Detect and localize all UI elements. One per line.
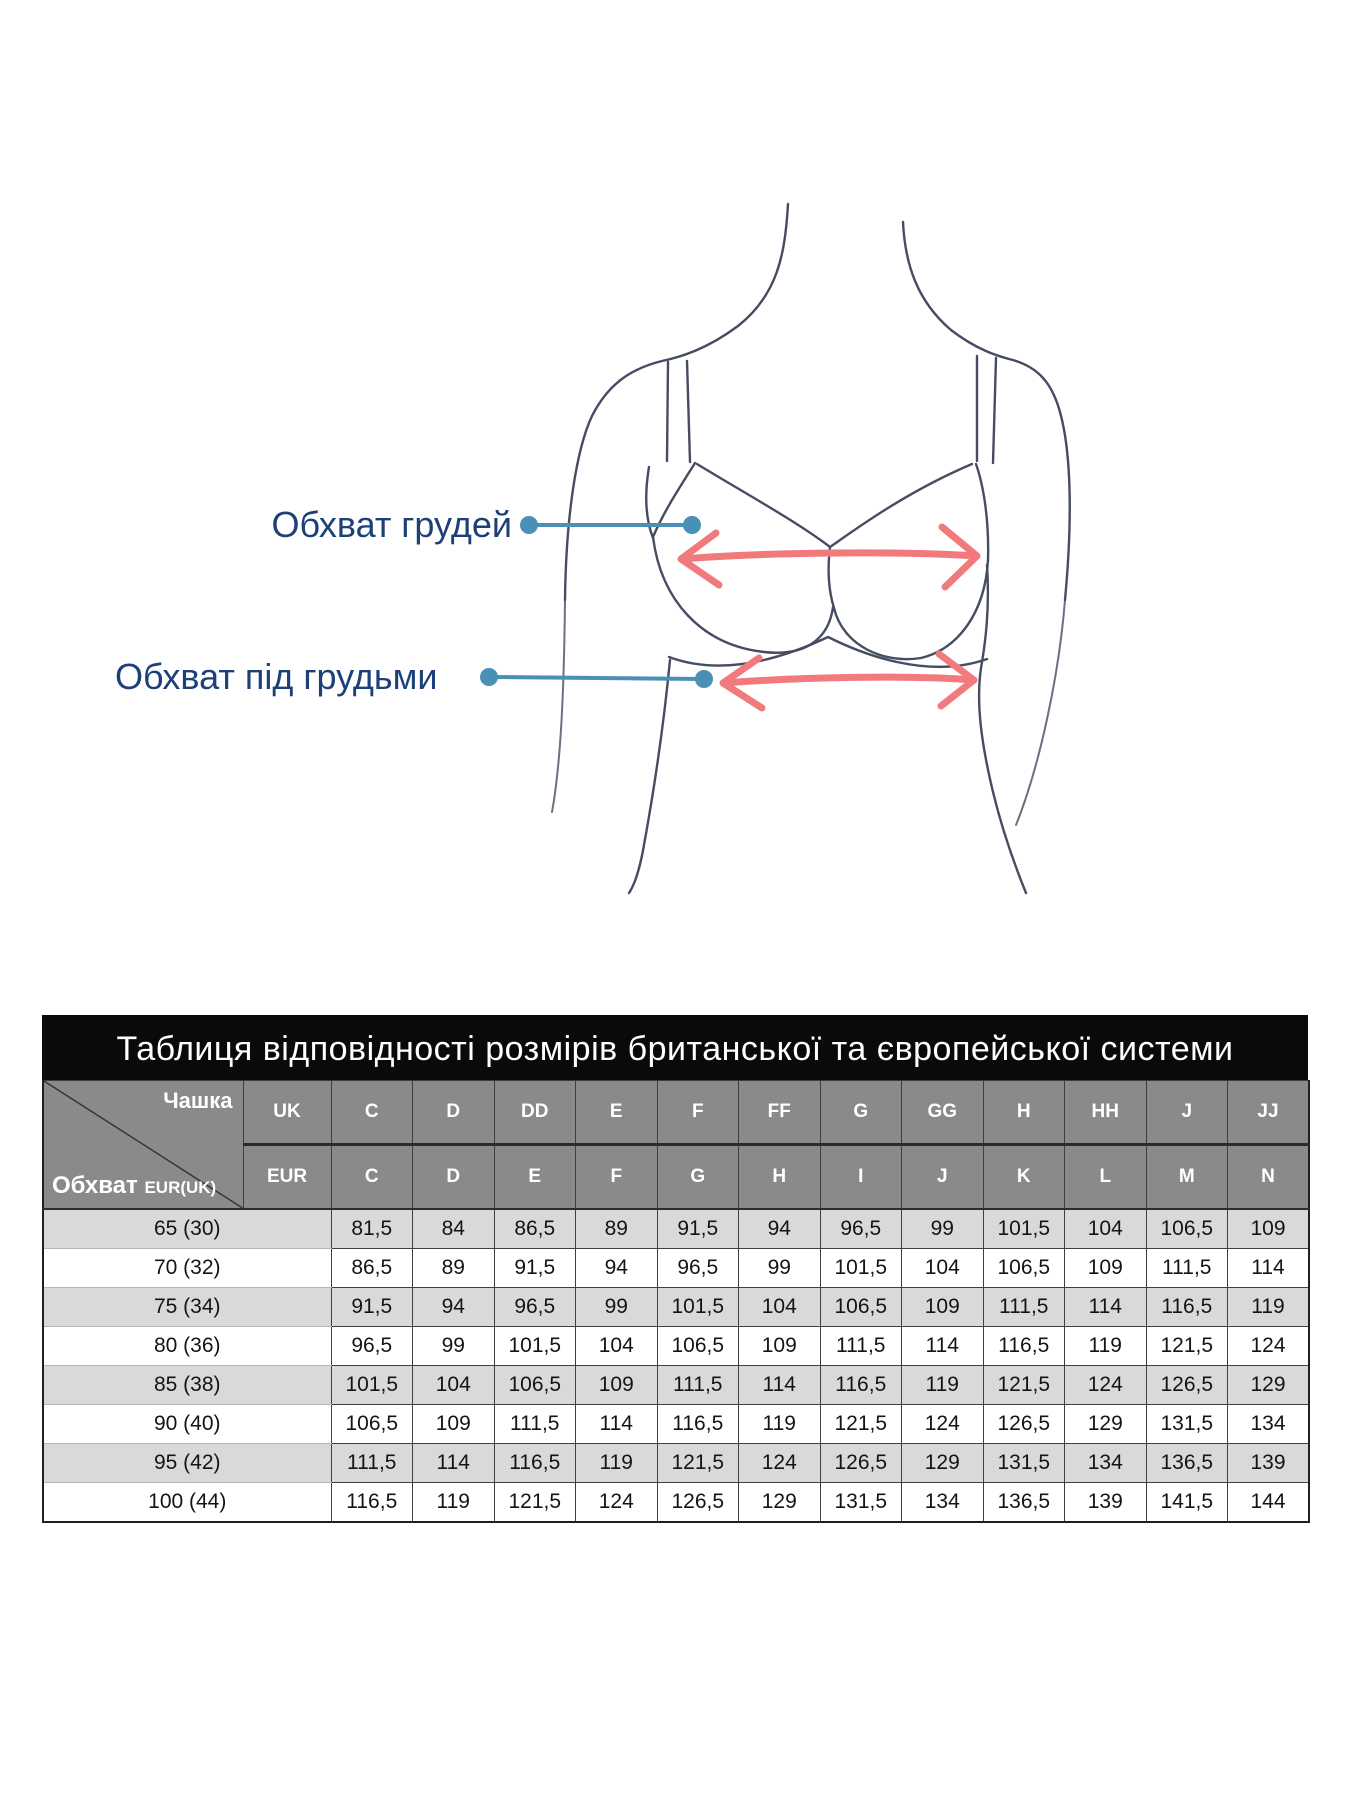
eur-cup-header: H <box>739 1145 821 1210</box>
band-size-cell: 95 (42) <box>43 1444 331 1483</box>
band-size-cell: 65 (30) <box>43 1209 331 1249</box>
size-value-cell: 119 <box>1228 1288 1310 1327</box>
size-value-cell: 134 <box>1065 1444 1147 1483</box>
size-value-cell: 136,5 <box>983 1483 1065 1523</box>
uk-cup-header: E <box>576 1081 658 1145</box>
table-row <box>43 1288 1309 1327</box>
size-value-cell: 116,5 <box>1146 1288 1228 1327</box>
bust-callout-line <box>520 516 701 534</box>
underbust-measure-arrow <box>723 654 974 708</box>
size-value-cell: 144 <box>1228 1483 1310 1523</box>
size-value-cell: 106,5 <box>1146 1209 1228 1249</box>
uk-cup-header: FF <box>739 1081 821 1145</box>
bust-label: Обхват грудей <box>271 504 512 545</box>
size-value-cell: 106,5 <box>331 1405 413 1444</box>
size-value-cell: 109 <box>1065 1249 1147 1288</box>
size-value-cell: 114 <box>1228 1249 1310 1288</box>
size-value-cell: 109 <box>739 1327 821 1366</box>
eur-cup-header: E <box>494 1145 576 1210</box>
size-grid <box>42 1080 1310 1523</box>
size-value-cell: 114 <box>902 1327 984 1366</box>
band-size-cell: 70 (32) <box>43 1249 331 1288</box>
size-value-cell: 94 <box>576 1249 658 1288</box>
size-value-cell: 114 <box>413 1444 495 1483</box>
underbust-callout-line <box>480 668 713 688</box>
size-value-cell: 109 <box>576 1366 658 1405</box>
size-value-cell: 101,5 <box>494 1327 576 1366</box>
size-value-cell: 89 <box>413 1249 495 1288</box>
size-value-cell: 124 <box>1228 1327 1310 1366</box>
eur-system-label: EUR <box>243 1145 331 1210</box>
band-size-cell: 90 (40) <box>43 1405 331 1444</box>
size-value-cell: 91,5 <box>657 1209 739 1249</box>
size-value-cell: 109 <box>413 1405 495 1444</box>
size-value-cell: 121,5 <box>983 1366 1065 1405</box>
size-value-cell: 116,5 <box>657 1405 739 1444</box>
uk-cup-header: DD <box>494 1081 576 1145</box>
size-value-cell: 104 <box>413 1366 495 1405</box>
size-value-cell: 129 <box>902 1444 984 1483</box>
size-value-cell: 124 <box>576 1483 658 1523</box>
eur-cup-header: L <box>1065 1145 1147 1210</box>
size-value-cell: 126,5 <box>820 1444 902 1483</box>
eur-cup-header: K <box>983 1145 1065 1210</box>
size-value-cell: 101,5 <box>657 1288 739 1327</box>
size-value-cell: 121,5 <box>657 1444 739 1483</box>
size-value-cell: 119 <box>902 1366 984 1405</box>
uk-cup-header: HH <box>1065 1081 1147 1145</box>
table-row <box>43 1249 1309 1288</box>
size-value-cell: 126,5 <box>1146 1366 1228 1405</box>
size-value-cell: 111,5 <box>657 1366 739 1405</box>
eur-cup-header: N <box>1228 1145 1310 1210</box>
size-value-cell: 94 <box>413 1288 495 1327</box>
size-value-cell: 104 <box>739 1288 821 1327</box>
size-value-cell: 94 <box>739 1209 821 1249</box>
size-value-cell: 86,5 <box>331 1249 413 1288</box>
size-value-cell: 129 <box>1065 1405 1147 1444</box>
size-value-cell: 99 <box>739 1249 821 1288</box>
uk-system-label: UK <box>243 1081 331 1145</box>
size-value-cell: 111,5 <box>331 1444 413 1483</box>
size-value-cell: 106,5 <box>983 1249 1065 1288</box>
uk-cup-header: C <box>331 1081 413 1145</box>
size-value-cell: 111,5 <box>983 1288 1065 1327</box>
size-value-cell: 96,5 <box>494 1288 576 1327</box>
size-value-cell: 89 <box>576 1209 658 1249</box>
size-value-cell: 116,5 <box>494 1444 576 1483</box>
size-value-cell: 114 <box>576 1405 658 1444</box>
size-value-cell: 141,5 <box>1146 1483 1228 1523</box>
table-row <box>43 1209 1309 1249</box>
girth-axis-label: Обхват EUR(UK) <box>52 1172 217 1199</box>
size-value-cell: 96,5 <box>331 1327 413 1366</box>
size-value-cell: 84 <box>413 1209 495 1249</box>
size-value-cell: 131,5 <box>820 1483 902 1523</box>
table-row <box>43 1405 1309 1444</box>
size-value-cell: 121,5 <box>820 1405 902 1444</box>
size-value-cell: 124 <box>739 1444 821 1483</box>
uk-cup-header: JJ <box>1228 1081 1310 1145</box>
band-size-cell: 75 (34) <box>43 1288 331 1327</box>
size-value-cell: 136,5 <box>1146 1444 1228 1483</box>
size-value-cell: 126,5 <box>657 1483 739 1523</box>
size-value-cell: 106,5 <box>494 1366 576 1405</box>
size-value-cell: 91,5 <box>494 1249 576 1288</box>
uk-cup-header: D <box>413 1081 495 1145</box>
size-value-cell: 111,5 <box>1146 1249 1228 1288</box>
uk-cup-header: F <box>657 1081 739 1145</box>
size-value-cell: 106,5 <box>820 1288 902 1327</box>
size-value-cell: 119 <box>576 1444 658 1483</box>
size-value-cell: 114 <box>739 1366 821 1405</box>
size-value-cell: 134 <box>1228 1405 1310 1444</box>
size-value-cell: 119 <box>1065 1327 1147 1366</box>
table-row <box>43 1366 1309 1405</box>
size-value-cell: 104 <box>576 1327 658 1366</box>
eur-cup-header: G <box>657 1145 739 1210</box>
size-value-cell: 96,5 <box>820 1209 902 1249</box>
size-value-cell: 91,5 <box>331 1288 413 1327</box>
band-size-cell: 85 (38) <box>43 1366 331 1405</box>
size-value-cell: 114 <box>1065 1288 1147 1327</box>
table-title: Таблиця відповідності розмірів британської та європейської системи <box>42 1015 1308 1080</box>
uk-cup-header: H <box>983 1081 1065 1145</box>
size-value-cell: 111,5 <box>820 1327 902 1366</box>
eur-cup-header: D <box>413 1145 495 1210</box>
table-row <box>43 1327 1309 1366</box>
size-value-cell: 129 <box>1228 1366 1310 1405</box>
size-value-cell: 131,5 <box>983 1444 1065 1483</box>
size-value-cell: 104 <box>1065 1209 1147 1249</box>
size-value-cell: 119 <box>739 1405 821 1444</box>
eur-cup-header: J <box>902 1145 984 1210</box>
size-value-cell: 106,5 <box>657 1327 739 1366</box>
size-value-cell: 139 <box>1228 1444 1310 1483</box>
size-value-cell: 121,5 <box>1146 1327 1228 1366</box>
cup-axis-label: Чашка <box>163 1088 233 1113</box>
size-value-cell: 101,5 <box>820 1249 902 1288</box>
size-value-cell: 109 <box>1228 1209 1310 1249</box>
size-value-cell: 99 <box>576 1288 658 1327</box>
band-size-cell: 80 (36) <box>43 1327 331 1366</box>
size-value-cell: 104 <box>902 1249 984 1288</box>
size-value-cell: 131,5 <box>1146 1405 1228 1444</box>
size-value-cell: 134 <box>902 1483 984 1523</box>
uk-cup-header: GG <box>902 1081 984 1145</box>
corner-cell <box>43 1081 243 1210</box>
size-value-cell: 116,5 <box>331 1483 413 1523</box>
table-row <box>43 1444 1309 1483</box>
figure-outline <box>552 204 1070 893</box>
size-value-cell: 126,5 <box>983 1405 1065 1444</box>
size-value-cell: 121,5 <box>494 1483 576 1523</box>
size-value-cell: 129 <box>739 1483 821 1523</box>
uk-cup-header: G <box>820 1081 902 1145</box>
eur-cup-header: M <box>1146 1145 1228 1210</box>
size-table <box>42 1015 1308 1523</box>
size-value-cell: 101,5 <box>983 1209 1065 1249</box>
eur-cup-header: C <box>331 1145 413 1210</box>
size-value-cell: 119 <box>413 1483 495 1523</box>
size-value-cell: 139 <box>1065 1483 1147 1523</box>
size-value-cell: 99 <box>413 1327 495 1366</box>
size-value-cell: 116,5 <box>820 1366 902 1405</box>
size-value-cell: 101,5 <box>331 1366 413 1405</box>
size-value-cell: 116,5 <box>983 1327 1065 1366</box>
size-value-cell: 96,5 <box>657 1249 739 1288</box>
size-value-cell: 109 <box>902 1288 984 1327</box>
size-value-cell: 86,5 <box>494 1209 576 1249</box>
size-value-cell: 124 <box>1065 1366 1147 1405</box>
size-value-cell: 81,5 <box>331 1209 413 1249</box>
underbust-label: Обхват під грудьми <box>115 656 438 697</box>
uk-cup-header: J <box>1146 1081 1228 1145</box>
table-row <box>43 1483 1309 1523</box>
size-value-cell: 124 <box>902 1405 984 1444</box>
eur-cup-header: F <box>576 1145 658 1210</box>
band-size-cell: 100 (44) <box>43 1483 331 1523</box>
size-value-cell: 111,5 <box>494 1405 576 1444</box>
size-value-cell: 99 <box>902 1209 984 1249</box>
eur-cup-header: I <box>820 1145 902 1210</box>
